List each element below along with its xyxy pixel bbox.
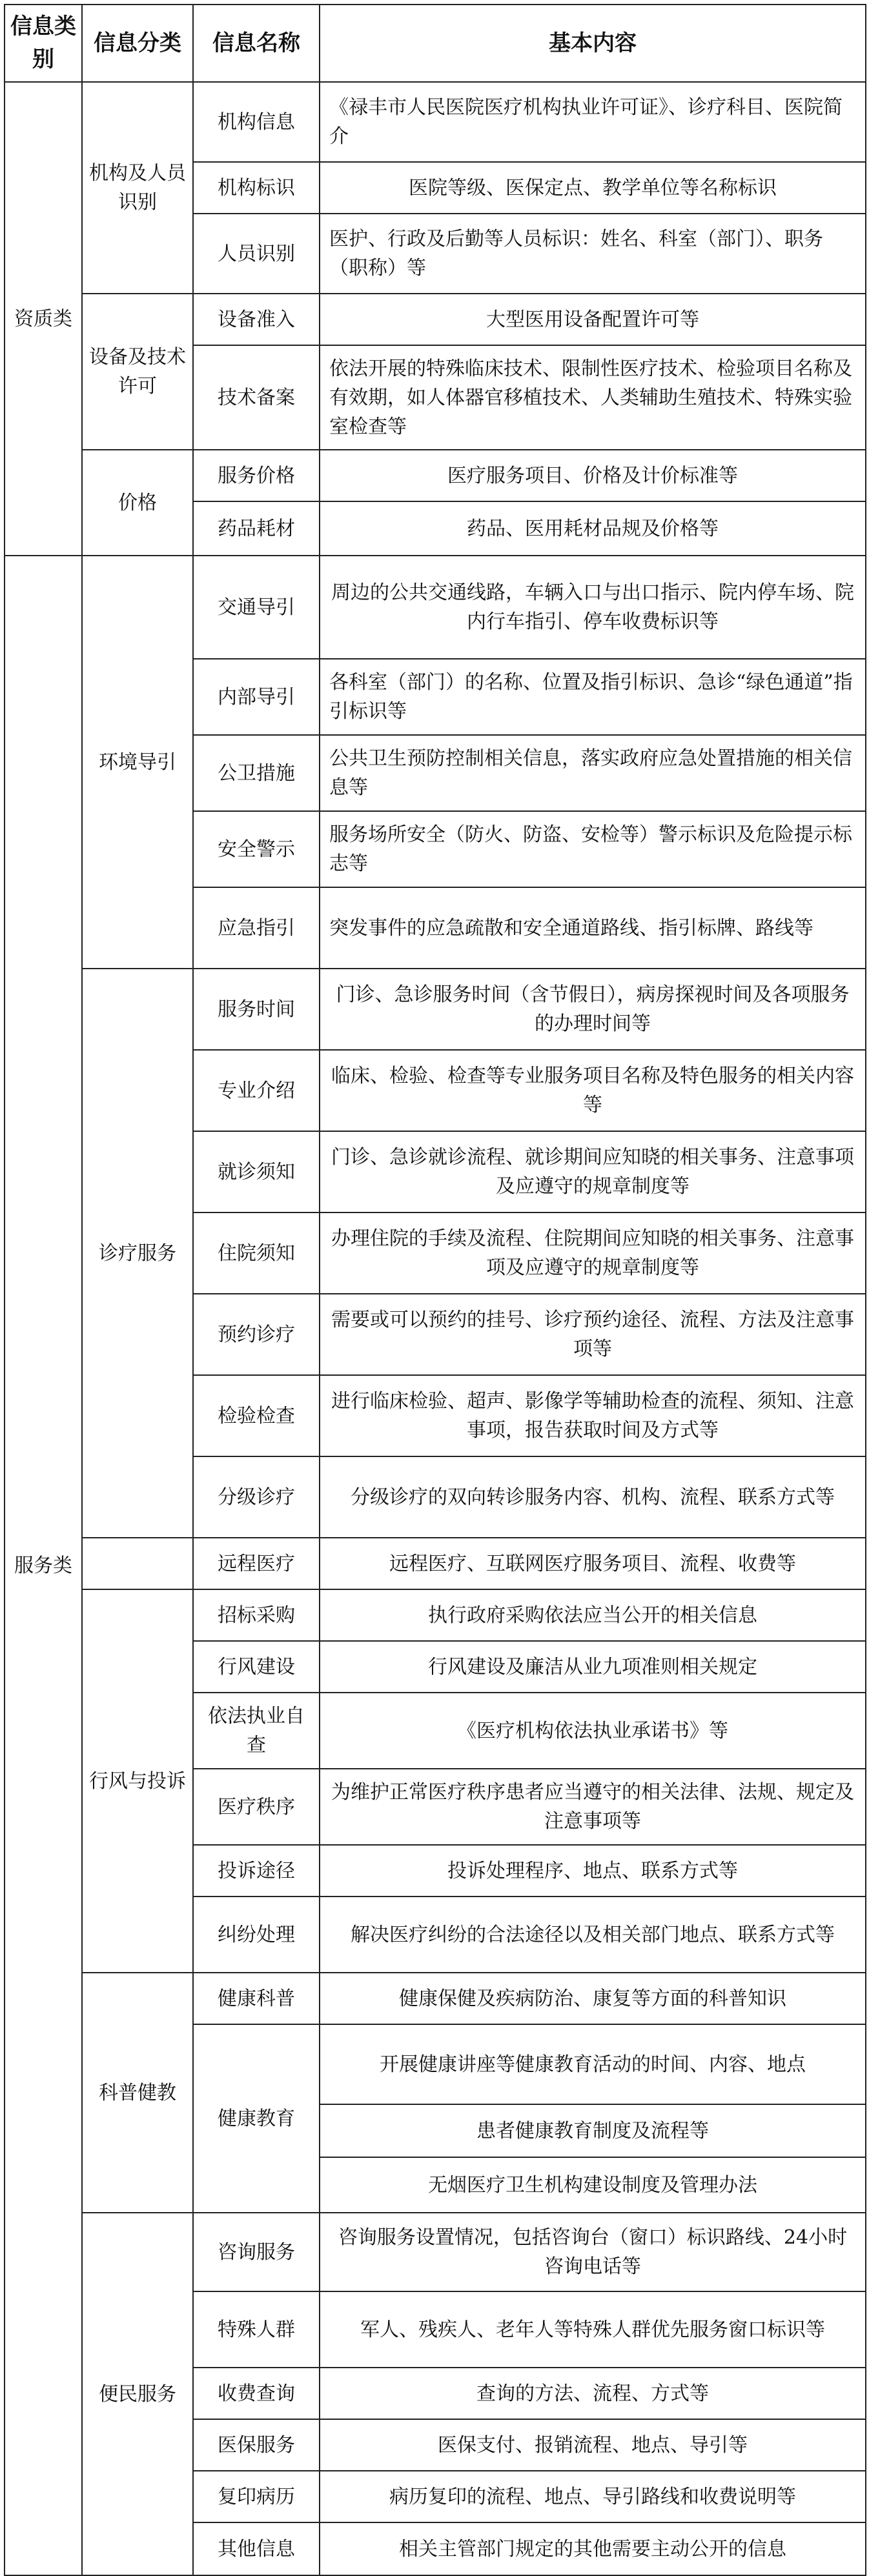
subgroup-cell: 科普健教 <box>82 1973 193 2213</box>
subgroup-cell: 环境导引 <box>82 556 193 969</box>
content-cell: 各科室（部门）的名称、位置及指引标识、急诊“绿色通道”指引标识等 <box>320 659 866 735</box>
item-cell: 药品耗材 <box>193 501 320 556</box>
table-row <box>5 1589 866 1641</box>
item-cell: 纠纷处理 <box>193 1897 320 1973</box>
table-row <box>5 2213 866 2291</box>
subgroup-cell: 价格 <box>82 450 193 556</box>
item-cell: 其他信息 <box>193 2522 320 2575</box>
content-cell: 服务场所安全（防火、防盗、安检等）警示标识及危险提示标志等 <box>320 811 866 887</box>
subgroup-cell <box>82 1538 193 1589</box>
disclosure-table <box>4 4 866 2576</box>
content-cell: 门诊、急诊就诊流程、就诊期间应知晓的相关事务、注意事项及应遵守的规章制度等 <box>320 1131 866 1213</box>
item-cell: 依法执业自查 <box>193 1693 320 1769</box>
content-cell: 分级诊疗的双向转诊服务内容、机构、流程、联系方式等 <box>320 1456 866 1538</box>
content-cell: 健康保健及疾病防治、康复等方面的科普知识 <box>320 1973 866 2024</box>
content-cell: 大型医用设备配置许可等 <box>320 294 866 345</box>
subgroup-cell: 便民服务 <box>82 2213 193 2575</box>
content-cell: 病历复印的流程、地点、导引路线和收费说明等 <box>320 2471 866 2522</box>
content-cell: 依法开展的特殊临床技术、限制性医疗技术、检验项目名称及有效期，如人体器官移植技术、人类辅助生殖技术、特殊实验室检查等 <box>320 345 866 450</box>
content-cell: 军人、残疾人、老年人等特殊人群优先服务窗口标识等 <box>320 2291 866 2368</box>
item-cell: 应急指引 <box>193 887 320 969</box>
item-cell: 行风建设 <box>193 1641 320 1693</box>
content-cell: 《医疗机构依法执业承诺书》等 <box>320 1693 866 1769</box>
content-cell: 公共卫生预防控制相关信息，落实政府应急处置措施的相关信息等 <box>320 735 866 811</box>
subgroup-cell: 诊疗服务 <box>82 969 193 1538</box>
item-cell: 服务价格 <box>193 450 320 501</box>
subgroup-cell: 行风与投诉 <box>82 1589 193 1973</box>
item-cell: 设备准入 <box>193 294 320 345</box>
table-row <box>5 969 866 1050</box>
item-cell: 特殊人群 <box>193 2291 320 2368</box>
category-cell: 资质类 <box>5 82 82 556</box>
item-cell: 医保服务 <box>193 2419 320 2471</box>
item-cell: 就诊须知 <box>193 1131 320 1213</box>
table-row <box>5 294 866 345</box>
content-cell: 无烟医疗卫生机构建设制度及管理办法 <box>320 2157 866 2213</box>
table-row <box>5 1538 866 1589</box>
item-cell: 分级诊疗 <box>193 1456 320 1538</box>
item-cell: 复印病历 <box>193 2471 320 2522</box>
content-cell: 远程医疗、互联网医疗服务项目、流程、收费等 <box>320 1538 866 1589</box>
content-cell: 周边的公共交通线路，车辆入口与出口指示、院内停车场、院内行车指引、停车收费标识等 <box>320 556 866 659</box>
content-cell: 药品、医用耗材品规及价格等 <box>320 501 866 556</box>
content-cell: 《禄丰市人民医院医疗机构执业许可证》、诊疗科目、医院简介 <box>320 82 866 162</box>
subgroup-cell: 机构及人员识别 <box>82 82 193 294</box>
content-cell: 执行政府采购依法应当公开的相关信息 <box>320 1589 866 1641</box>
item-cell: 内部导引 <box>193 659 320 735</box>
subgroup-cell: 设备及技术许可 <box>82 294 193 450</box>
content-cell: 开展健康讲座等健康教育活动的时间、内容、地点 <box>320 2024 866 2104</box>
content-cell: 进行临床检验、超声、影像学等辅助检查的流程、须知、注意事项，报告获取时间及方式等 <box>320 1375 866 1456</box>
item-cell: 机构标识 <box>193 162 320 214</box>
item-cell: 服务时间 <box>193 969 320 1050</box>
item-cell: 安全警示 <box>193 811 320 887</box>
content-cell: 咨询服务设置情况，包括咨询台（窗口）标识路线、24小时咨询电话等 <box>320 2213 866 2291</box>
item-cell: 机构信息 <box>193 82 320 162</box>
content-cell: 医疗服务项目、价格及计价标准等 <box>320 450 866 501</box>
content-cell: 相关主管部门规定的其他需要主动公开的信息 <box>320 2522 866 2575</box>
content-cell: 医护、行政及后勤等人员标识：姓名、科室（部门）、职务（职称）等 <box>320 214 866 294</box>
content-cell: 突发事件的应急疏散和安全通道路线、指引标牌、路线等 <box>320 887 866 969</box>
item-cell: 人员识别 <box>193 214 320 294</box>
item-cell: 住院须知 <box>193 1213 320 1294</box>
table-row <box>5 450 866 501</box>
category-cell: 服务类 <box>5 556 82 2575</box>
item-cell: 技术备案 <box>193 345 320 450</box>
item-cell: 收费查询 <box>193 2368 320 2419</box>
table-row <box>5 82 866 162</box>
item-cell: 投诉途径 <box>193 1845 320 1897</box>
item-cell: 招标采购 <box>193 1589 320 1641</box>
content-cell: 医保支付、报销流程、地点、导引等 <box>320 2419 866 2471</box>
item-cell: 公卫措施 <box>193 735 320 811</box>
header-item-name: 信息名称 <box>193 5 320 82</box>
content-cell: 办理住院的手续及流程、住院期间应知晓的相关事务、注意事项及应遵守的规章制度等 <box>320 1213 866 1294</box>
content-cell: 医院等级、医保定点、教学单位等名称标识 <box>320 162 866 214</box>
item-cell: 健康科普 <box>193 1973 320 2024</box>
disclosure-table-container <box>4 4 865 2576</box>
header-classification: 信息分类 <box>82 5 193 82</box>
item-cell: 咨询服务 <box>193 2213 320 2291</box>
item-cell: 专业介绍 <box>193 1050 320 1131</box>
content-cell: 需要或可以预约的挂号、诊疗预约途径、流程、方法及注意事项等 <box>320 1294 866 1375</box>
content-cell: 患者健康教育制度及流程等 <box>320 2104 866 2157</box>
item-cell: 远程医疗 <box>193 1538 320 1589</box>
content-cell: 查询的方法、流程、方式等 <box>320 2368 866 2419</box>
content-cell: 临床、检验、检查等专业服务项目名称及特色服务的相关内容等 <box>320 1050 866 1131</box>
header-category: 信息类别 <box>5 5 82 82</box>
item-cell: 健康教育 <box>193 2024 320 2213</box>
table-row <box>5 1973 866 2024</box>
item-cell: 医疗秩序 <box>193 1769 320 1845</box>
content-cell: 解决医疗纠纷的合法途径以及相关部门地点、联系方式等 <box>320 1897 866 1973</box>
item-cell: 预约诊疗 <box>193 1294 320 1375</box>
content-cell: 为维护正常医疗秩序患者应当遵守的相关法律、法规、规定及注意事项等 <box>320 1769 866 1845</box>
content-cell: 门诊、急诊服务时间（含节假日），病房探视时间及各项服务的办理时间等 <box>320 969 866 1050</box>
table-row <box>5 556 866 659</box>
content-cell: 行风建设及廉洁从业九项准则相关规定 <box>320 1641 866 1693</box>
header-row <box>5 5 866 82</box>
header-content: 基本内容 <box>320 5 866 82</box>
item-cell: 交通导引 <box>193 556 320 659</box>
item-cell: 检验检查 <box>193 1375 320 1456</box>
content-cell: 投诉处理程序、地点、联系方式等 <box>320 1845 866 1897</box>
